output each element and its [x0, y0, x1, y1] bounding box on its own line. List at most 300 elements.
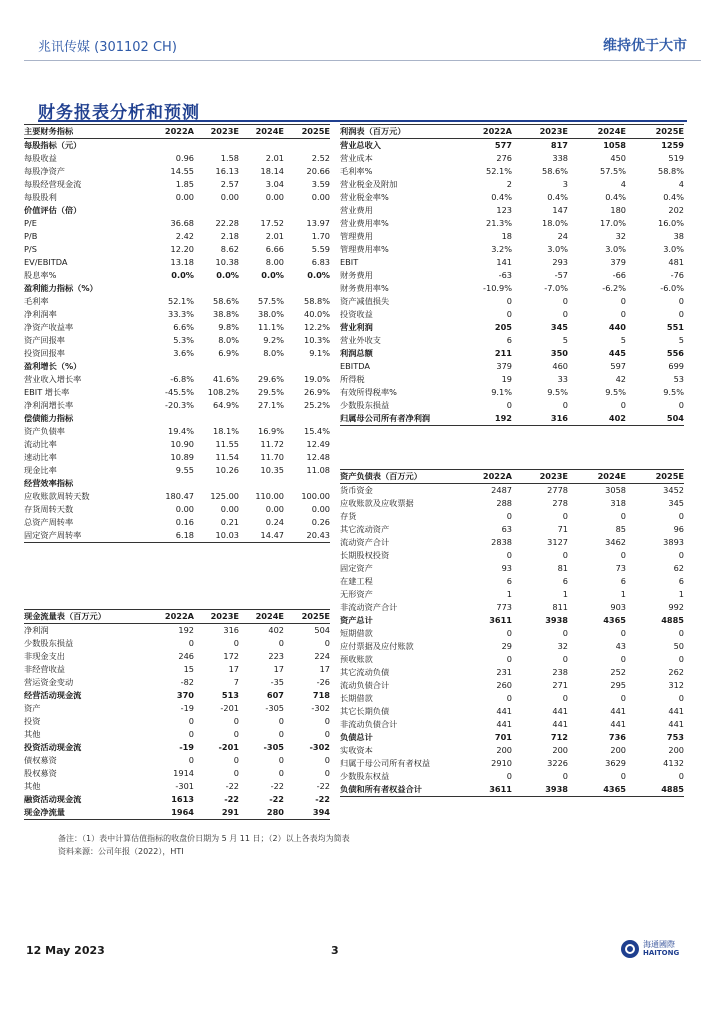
cell-value: 29.5%	[257, 387, 284, 397]
cell-value: 4	[620, 179, 626, 189]
income-statement-table	[340, 124, 684, 426]
cell-value: 0	[562, 511, 568, 521]
row-label: 应付票据及应付账款	[340, 641, 414, 651]
table-row	[24, 715, 330, 728]
cell-value: 73	[615, 563, 626, 573]
cell-value: 316	[223, 625, 239, 635]
table-row	[340, 269, 684, 282]
table-row	[340, 484, 684, 498]
cell-value: 9.55	[175, 465, 194, 475]
cell-value: 0	[562, 628, 568, 638]
cell-value: 0	[620, 654, 626, 664]
table-row	[24, 425, 330, 438]
cell-value: 231	[496, 667, 512, 677]
cell-value: 6	[678, 576, 684, 586]
cell-value: 0	[233, 716, 239, 726]
cell-value: 42	[615, 374, 626, 384]
table-row	[24, 689, 330, 702]
column-header: 2023E	[194, 125, 239, 139]
cell-value: 0	[324, 768, 330, 778]
cell-value: 10.89	[170, 452, 194, 462]
cell-value: 3611	[489, 615, 512, 625]
cell-value: 0	[278, 768, 284, 778]
row-label: 实收资本	[340, 745, 373, 755]
cell-value: 736	[608, 732, 626, 742]
row-label: 价值评估（倍）	[24, 205, 82, 215]
cell-value: 10.26	[215, 465, 239, 475]
cell-value: 6.83	[311, 257, 330, 267]
column-header: 2024E	[239, 610, 284, 624]
row-label: 盈利增长（%）	[24, 361, 82, 371]
cell-value: 316	[512, 412, 568, 426]
table-row	[340, 627, 684, 640]
column-header: 2024E	[239, 125, 284, 139]
row-label: 非流动负债合计	[340, 719, 398, 729]
cell-value: 0	[620, 296, 626, 306]
cell-value: 441	[668, 719, 684, 729]
row-label: 经营活动现金流	[24, 690, 82, 700]
cell-value: 41.6%	[212, 374, 239, 384]
cell-value: 0.00	[265, 192, 284, 202]
cell-value: 441	[610, 719, 626, 729]
cell-value: 6	[562, 576, 568, 586]
row-label: 偿债能力指标	[24, 413, 74, 423]
table-row	[24, 663, 330, 676]
cell-value: 58.8%	[303, 296, 330, 306]
row-label: 非现金支出	[24, 651, 65, 661]
row-label: 盈利能力指标（%）	[24, 283, 98, 293]
cell-value	[194, 412, 239, 425]
cell-value: 4132	[663, 758, 684, 768]
table-row	[340, 692, 684, 705]
cell-value: 10.35	[260, 465, 284, 475]
cell-value: 38	[673, 231, 684, 241]
cell-value: 513	[221, 690, 239, 700]
table-row	[24, 321, 330, 334]
cell-value: 345	[550, 322, 568, 332]
cell-value: 551	[666, 322, 684, 332]
cell-value	[284, 477, 330, 490]
cell-value: 1.58	[220, 153, 239, 163]
cell-value: 223	[268, 651, 284, 661]
table-row	[340, 601, 684, 614]
cell-value: 0	[562, 400, 568, 410]
cell-value: 1259	[661, 140, 684, 150]
cell-value: -6.8%	[170, 374, 194, 384]
cell-value: 0	[233, 729, 239, 739]
cell-value: 903	[610, 602, 626, 612]
table-row	[340, 510, 684, 523]
cell-value: 0	[324, 729, 330, 739]
cell-value: 4885	[661, 615, 684, 625]
cell-value: 0	[278, 638, 284, 648]
row-label: 债权募资	[24, 755, 57, 765]
cell-value: 20.43	[284, 529, 330, 543]
row-label: 净资产收益率	[24, 322, 74, 332]
cell-value: 0	[620, 550, 626, 560]
cell-value: 81	[557, 563, 568, 573]
cell-value: 33.3%	[167, 309, 194, 319]
cell-value: 481	[668, 257, 684, 267]
row-label: 其他	[24, 781, 41, 791]
cell-value: 402	[268, 625, 284, 635]
cell-value: 9.1%	[491, 387, 512, 397]
cell-value: 9.8%	[218, 322, 239, 332]
table-row	[340, 282, 684, 295]
cell-value: 260	[496, 680, 512, 690]
cell-value: 13.97	[306, 218, 330, 228]
cell-value: 3.0%	[663, 244, 684, 254]
cell-value: 712	[550, 732, 568, 742]
cell-value: 0.21	[220, 517, 239, 527]
cell-value: 2.52	[311, 153, 330, 163]
cell-value: -22	[316, 781, 330, 791]
table-title: 资产负债表（百万元）	[340, 470, 464, 484]
cell-value: 0.00	[220, 504, 239, 514]
cell-value: 32	[615, 231, 626, 241]
table-row	[24, 754, 330, 767]
row-label: 管理费用	[340, 231, 373, 241]
column-header: 2022A	[144, 610, 194, 624]
section-header-row	[24, 360, 330, 373]
row-label: EBIT 增长率	[24, 387, 70, 397]
cell-value: 556	[666, 348, 684, 358]
table-row	[340, 536, 684, 549]
table-row	[340, 653, 684, 666]
cell-value: 224	[314, 651, 330, 661]
cell-value: 441	[668, 706, 684, 716]
table-row	[340, 497, 684, 510]
cell-value	[144, 139, 194, 153]
cell-value: 71	[557, 524, 568, 534]
table-row	[24, 490, 330, 503]
cell-value: -10.9%	[483, 283, 512, 293]
table-row	[24, 373, 330, 386]
cell-value: 441	[496, 706, 512, 716]
company-ticker: 兆讯传媒 (301102 CH)	[38, 40, 177, 55]
page-number: 3	[331, 944, 339, 957]
cell-value: 9.2%	[263, 335, 284, 345]
table-row	[24, 347, 330, 360]
cell-value: 147	[552, 205, 568, 215]
table-row	[340, 295, 684, 308]
cell-value: -6.2%	[602, 283, 626, 293]
cell-value: 108.2%	[207, 387, 239, 397]
cell-value: 2.18	[220, 231, 239, 241]
table-row	[24, 464, 330, 477]
column-header: 2025E	[626, 470, 684, 484]
cell-value: 50	[673, 641, 684, 651]
cell-value: 200	[552, 745, 568, 755]
cell-value	[239, 360, 284, 373]
cell-value: -22	[270, 781, 284, 791]
cell-value: 17.52	[260, 218, 284, 228]
cell-value: 18.14	[260, 166, 284, 176]
cell-value: 252	[610, 667, 626, 677]
cell-value: 0	[678, 654, 684, 664]
cell-value: 16.0%	[657, 218, 684, 228]
cell-value: 6.9%	[218, 348, 239, 358]
cell-value: 0	[620, 628, 626, 638]
cell-value: 0	[678, 771, 684, 781]
table-row	[340, 783, 684, 797]
cell-value: 58.6%	[541, 166, 568, 176]
cell-value	[239, 412, 284, 425]
cell-value: 345	[668, 498, 684, 508]
cell-value: 2838	[491, 537, 512, 547]
cell-value: 6	[620, 576, 626, 586]
cell-value: 238	[552, 667, 568, 677]
cell-value: 0	[506, 511, 512, 521]
cell-value: 52.1%	[167, 296, 194, 306]
table-row	[24, 334, 330, 347]
column-header: 2022A	[464, 470, 512, 484]
table-title: 主要财务指标	[24, 125, 144, 139]
table-row	[340, 666, 684, 679]
cell-value: 9.5%	[605, 387, 626, 397]
cell-value: 25.2%	[303, 400, 330, 410]
column-header: 2022A	[144, 125, 194, 139]
row-label: 利润总额	[340, 348, 373, 358]
row-label: 长期股权投资	[340, 550, 390, 560]
column-header: 2025E	[284, 610, 330, 624]
table-row	[340, 334, 684, 347]
cell-value: 29.6%	[257, 374, 284, 384]
cell-value: 38.8%	[212, 309, 239, 319]
table-header-row	[24, 125, 330, 139]
table-row	[24, 152, 330, 165]
row-label: 每股净资产	[24, 166, 65, 176]
cell-value: 0.4%	[605, 192, 626, 202]
cell-value: 11.70	[260, 452, 284, 462]
cell-value: 2.42	[175, 231, 194, 241]
row-label: 资产总计	[340, 615, 373, 625]
cell-value: 379	[610, 257, 626, 267]
section-header-row	[24, 477, 330, 490]
table-row	[24, 438, 330, 451]
row-label: 资产减值损失	[340, 296, 390, 306]
cell-value: 0	[278, 755, 284, 765]
cell-value: 295	[610, 680, 626, 690]
cell-value: 3058	[605, 485, 626, 495]
row-label: 归属于母公司所有者权益	[340, 758, 431, 768]
row-label: 少数股东损益	[24, 638, 74, 648]
cell-value: 125.00	[210, 491, 239, 501]
section-header-row	[24, 282, 330, 295]
cell-value: 440	[608, 322, 626, 332]
cell-value: 0	[278, 716, 284, 726]
cell-value: 718	[312, 690, 330, 700]
cell-value: 1964	[144, 806, 194, 820]
cell-value: 200	[610, 745, 626, 755]
table-header-row	[24, 610, 330, 624]
cell-value: 14.55	[170, 166, 194, 176]
cell-value: 379	[496, 361, 512, 371]
row-label: 营业收入增长率	[24, 374, 82, 384]
cell-value: 291	[194, 806, 239, 820]
row-label: 速动比率	[24, 452, 57, 462]
table-row	[24, 243, 330, 256]
logo-text-en: HAITONG	[643, 949, 680, 957]
table-row	[24, 386, 330, 399]
column-header: 2024E	[568, 470, 626, 484]
cell-value: 0	[678, 296, 684, 306]
cell-value: 0	[620, 771, 626, 781]
cell-value: 2	[506, 179, 512, 189]
cell-value: 2.01	[265, 231, 284, 241]
row-label: 投资	[24, 716, 41, 726]
cell-value: 16.9%	[257, 426, 284, 436]
row-label: 负债总计	[340, 732, 373, 742]
cell-value: 3.59	[311, 179, 330, 189]
cell-value: 441	[496, 719, 512, 729]
table-row	[24, 806, 330, 820]
data-source: 资料来源：公司年报（2022），HTI	[58, 847, 184, 856]
cell-value: 394	[284, 806, 330, 820]
cell-value: 504	[314, 625, 330, 635]
page-title: 财务报表分析和预测	[38, 103, 200, 123]
cell-value: 3.04	[265, 179, 284, 189]
cell-value: 811	[552, 602, 568, 612]
row-label: EBITDA	[340, 361, 370, 371]
cell-value: 0	[562, 550, 568, 560]
cash-flow-table	[24, 609, 330, 820]
cell-value	[144, 412, 194, 425]
cell-value: 2778	[547, 485, 568, 495]
cell-value: 16.13	[215, 166, 239, 176]
cell-value: -19	[179, 742, 194, 752]
row-label: 其它长期负债	[340, 706, 390, 716]
row-label: 总资产周转率	[24, 517, 74, 527]
cell-value: 312	[668, 680, 684, 690]
cell-value: 10.38	[215, 257, 239, 267]
table-header-row	[340, 125, 684, 139]
cell-value: 43	[615, 641, 626, 651]
table-row	[340, 308, 684, 321]
cell-value: 504	[626, 412, 684, 426]
cell-value: 0	[324, 716, 330, 726]
cell-value: 0	[620, 400, 626, 410]
row-label: 其他	[24, 729, 41, 739]
haitong-logo	[621, 940, 679, 958]
cell-value: 8.0%	[263, 348, 284, 358]
cell-value: 441	[552, 706, 568, 716]
cell-value: 12.49	[306, 439, 330, 449]
cell-value: 262	[668, 667, 684, 677]
cell-value: 0	[678, 309, 684, 319]
cell-value: 9.5%	[547, 387, 568, 397]
cell-value: 445	[608, 348, 626, 358]
table-row	[340, 705, 684, 718]
cell-value	[144, 360, 194, 373]
cell-value: 0.0%	[307, 270, 330, 280]
cell-value: 3938	[545, 615, 568, 625]
cell-value: 17	[228, 664, 239, 674]
table-row	[340, 575, 684, 588]
cell-value: 0	[506, 309, 512, 319]
cell-value: 0	[678, 628, 684, 638]
row-label: 净利润	[24, 625, 49, 635]
cell-value: 211	[494, 348, 512, 358]
row-label: 财务费用	[340, 270, 373, 280]
cell-value: -302	[309, 742, 330, 752]
cell-value: 11.72	[260, 439, 284, 449]
cell-value: 200	[496, 745, 512, 755]
logo-text-cn: 海通國際	[643, 940, 675, 949]
table-row	[340, 614, 684, 627]
table-row	[340, 770, 684, 783]
cell-value: -22	[225, 781, 239, 791]
row-label: 少数股东权益	[340, 771, 390, 781]
table-row	[340, 373, 684, 386]
cell-value	[194, 360, 239, 373]
table-row	[24, 451, 330, 464]
cell-value: 5.3%	[173, 335, 194, 345]
cell-value: 3611	[464, 783, 512, 797]
cell-value: 6	[506, 335, 512, 345]
row-label: 营业费用率%	[340, 218, 389, 228]
table-row	[340, 562, 684, 575]
cell-value: 2.57	[220, 179, 239, 189]
title-divider	[38, 120, 687, 122]
table-row	[340, 718, 684, 731]
row-label: 每股经营现金流	[24, 179, 82, 189]
cell-value: 441	[610, 706, 626, 716]
table-row	[340, 640, 684, 653]
cell-value: 0	[506, 654, 512, 664]
cell-value: 63	[501, 524, 512, 534]
table-row	[24, 780, 330, 793]
row-label: 经营效率指标	[24, 478, 74, 488]
cell-value: 14.47	[239, 529, 284, 543]
cell-value: 701	[494, 732, 512, 742]
cell-value: 11.55	[215, 439, 239, 449]
cell-value: 1	[620, 589, 626, 599]
table-row	[340, 549, 684, 562]
row-label: 每股股利	[24, 192, 57, 202]
cell-value	[284, 139, 330, 153]
table-row	[340, 757, 684, 770]
cell-value	[194, 139, 239, 153]
cell-value: 1613	[171, 794, 194, 804]
haitong-logo-icon	[621, 940, 639, 958]
cell-value: 288	[496, 498, 512, 508]
cell-value: 3462	[605, 537, 626, 547]
row-label: 管理费用率%	[340, 244, 389, 254]
cell-value: 992	[668, 602, 684, 612]
cell-value: 3	[562, 179, 568, 189]
cell-value: 4365	[568, 783, 626, 797]
row-label: 存货	[340, 511, 357, 521]
column-header: 2023E	[194, 610, 239, 624]
cell-value: 0.00	[175, 504, 194, 514]
cell-value: 1.85	[175, 179, 194, 189]
cell-value: 57.5%	[599, 166, 626, 176]
table-row	[24, 191, 330, 204]
cell-value: 33	[557, 374, 568, 384]
row-label: 投资回报率	[24, 348, 65, 358]
row-label: 毛利率%	[340, 166, 373, 176]
cell-value: 276	[496, 153, 512, 163]
cell-value: 18	[501, 231, 512, 241]
cell-value: 0	[562, 309, 568, 319]
cell-value: 38.0%	[257, 309, 284, 319]
cell-value: 0	[562, 654, 568, 664]
cell-value: -7.0%	[544, 283, 568, 293]
cell-value: 5	[620, 335, 626, 345]
cell-value: -76	[670, 270, 684, 280]
cell-value: 4	[678, 179, 684, 189]
